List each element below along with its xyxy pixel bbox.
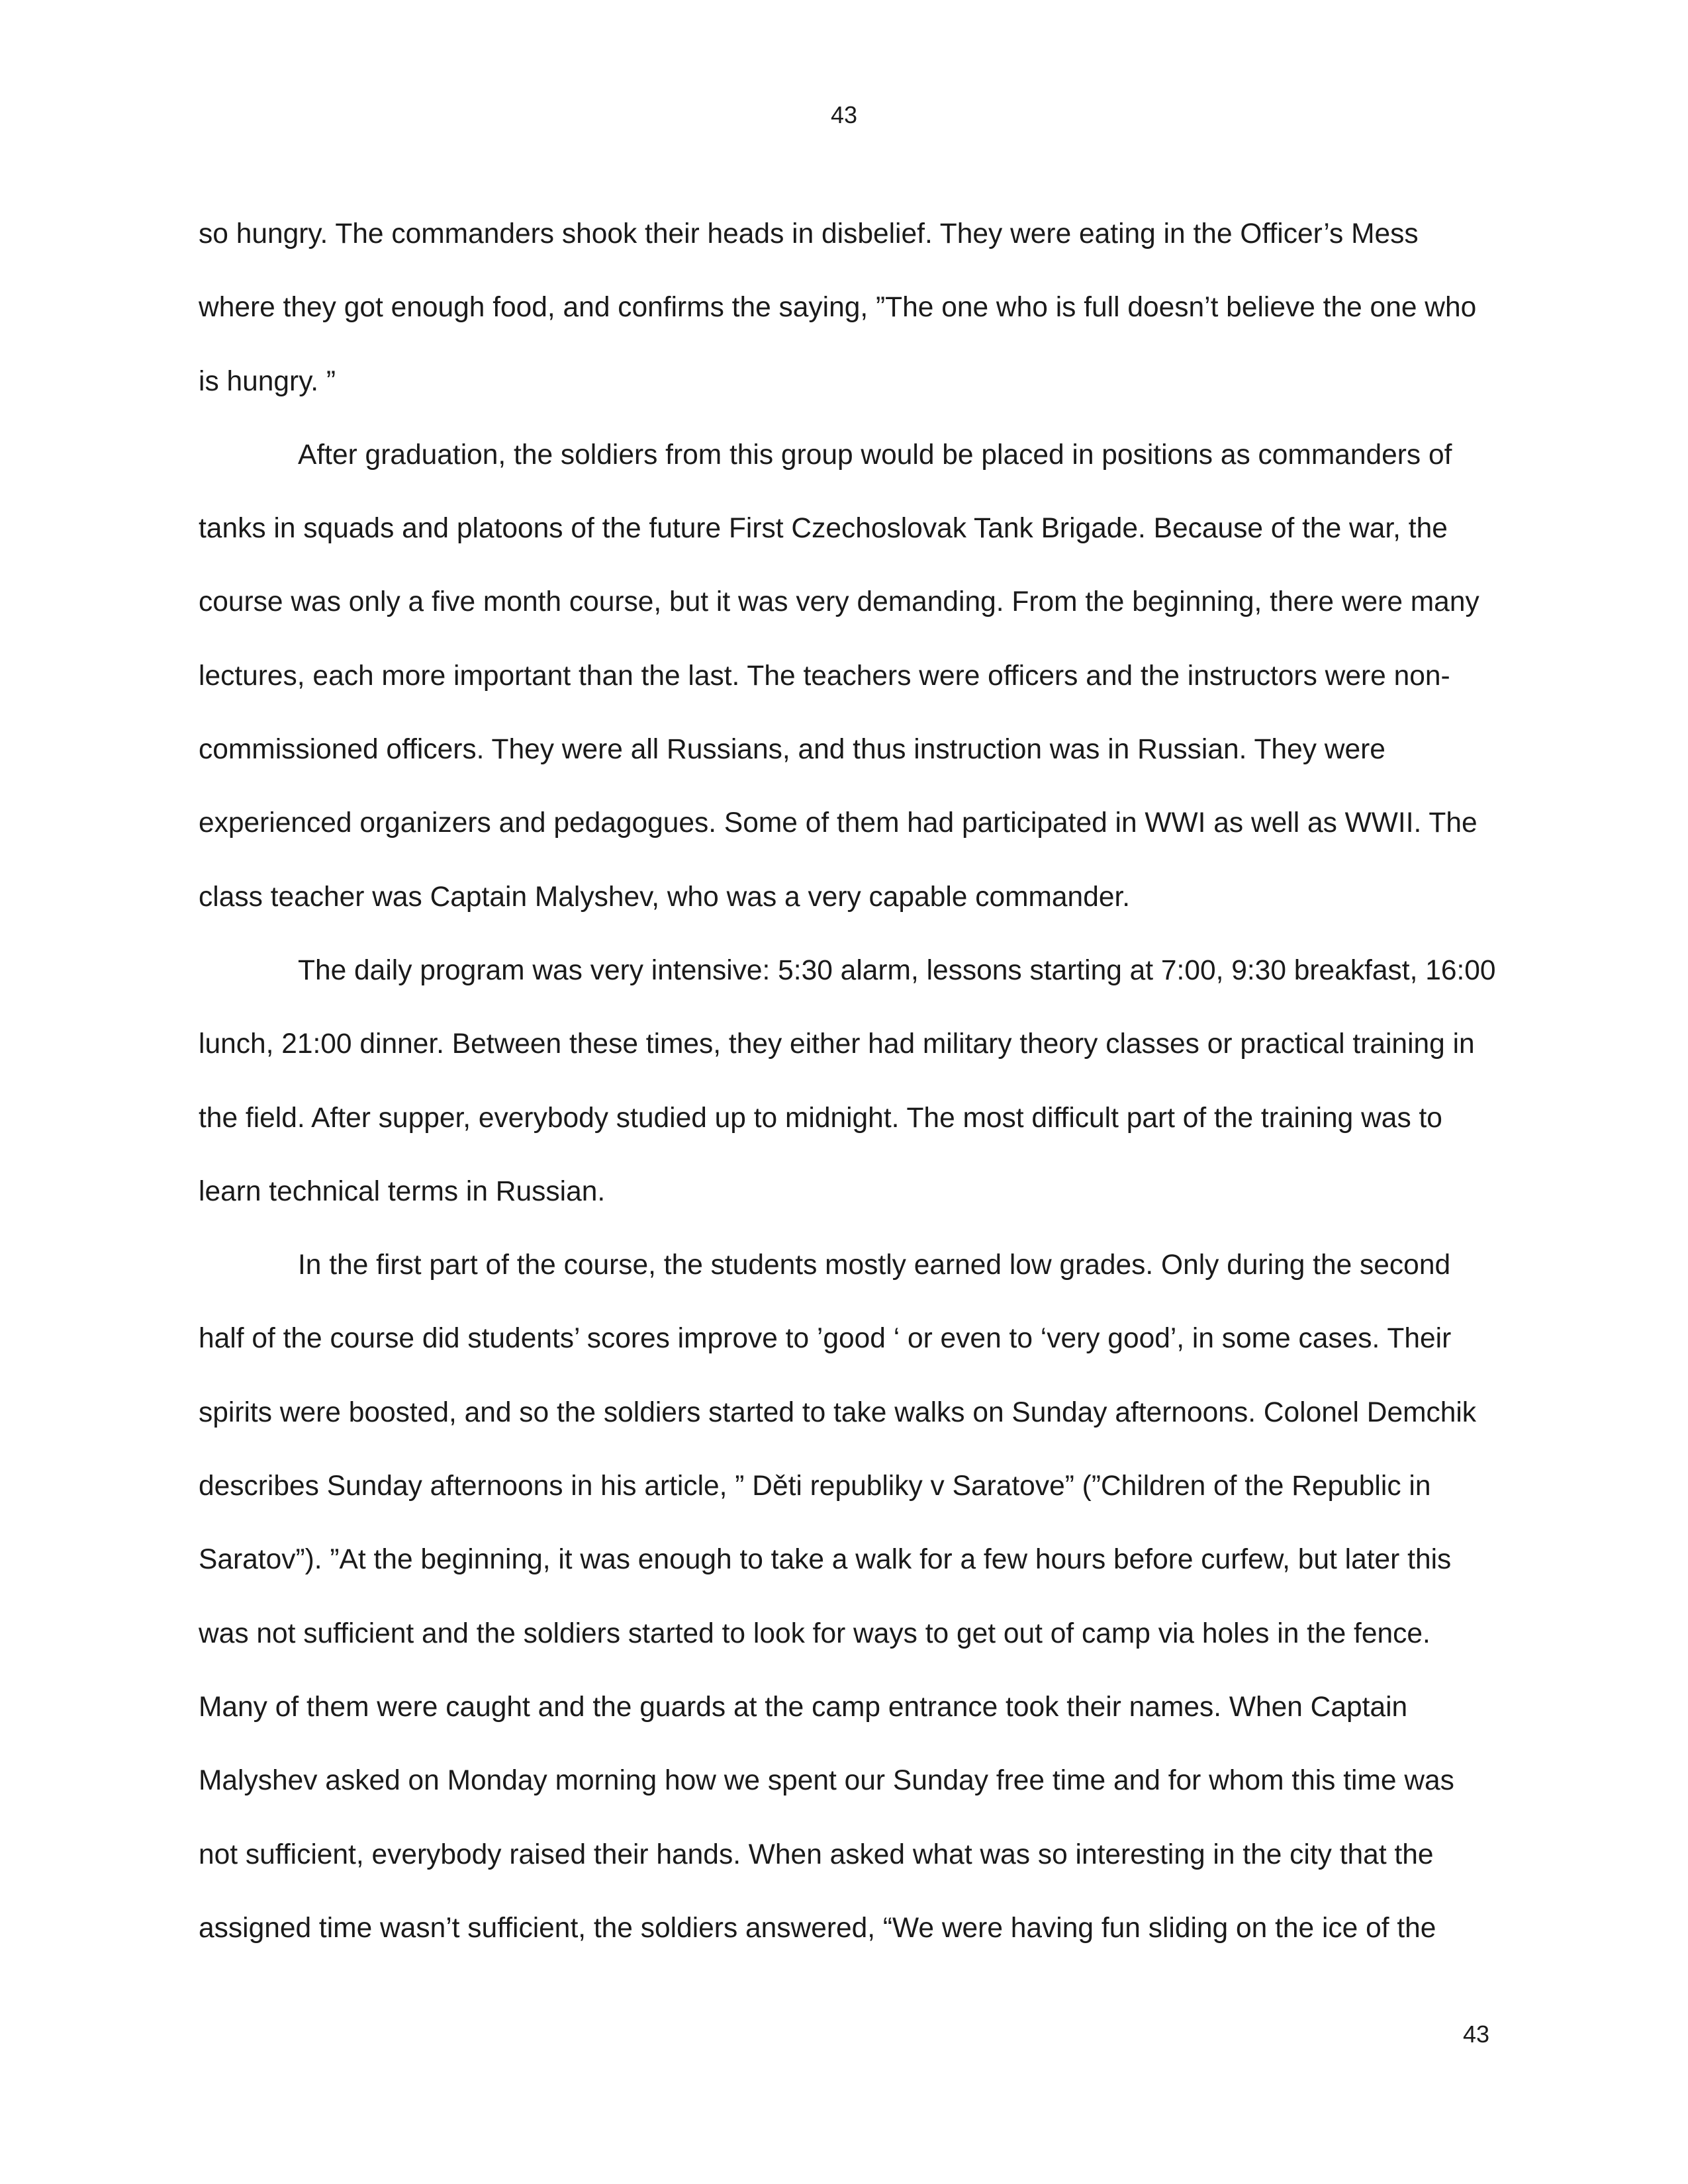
paragraph-course-grades: In the first part of the course, the students mostly earned low grades. Only during the second half of the course did students’ scores improve to ’good ‘ or even to ‘very good’, in some cases. Their spirits were boosted, and so the soldiers started to take walks on Sunday afternoons. Colonel Demchik describes Sunday afternoons in his article, ” Děti republiky v Saratove” (”Children of the Republic in Saratov”). ”At the beginning, it was enough to take a walk for a few hours before curfew, but later this was not sufficient and the soldiers started to look for ways to get out of camp via holes in the fence. Many of them were caught and the guards at the camp entrance took their names. When Captain Malyshev asked on Monday morning how we spent our Sunday free time and for whom this time was not sufficient, everybody raised their hands. When asked what was so interesting in the city that the assigned time wasn’t sufficient, the soldiers answered, “We were having fun sliding on the ice of the [199,1250,1477,1944]
page-number-bottom: 43 [1462,2021,1489,2048]
paragraph-daily-program: The daily program was very intensive: 5:30 alarm, lessons starting at 7:00, 9:30 breakfast, 16:00 lunch, 21:00 dinner. Between these times, they either had military theory classes or practical training in the field. After supper, everybody studied up to midnight. The most difficult part of the training was to learn technical terms in Russian. [199,954,1496,1207]
body-text [199,197,1496,1965]
paragraph-continued: so hungry. The commanders shook their heads in disbelief. They were eating in the Officer’s Mess where they got enough food, and confirms the saying, ”The one who is full doesn’t believe the one who is hungry. ” [199,218,1477,397]
paragraph-graduation: After graduation, the soldiers from this group would be placed in positions as commanders of tanks in squads and platoons of the future First Czechoslovak Tank Brigade. Because of the war, the course was only a five month course, but it was very demanding. From the beginning, there were many lectures, each more important than the last. The teachers were officers and the instructors were non-commissioned officers. They were all Russians, and thus instruction was in Russian. They were experienced organizers and pedagogues. Some of them had participated in WWI as well as WWII. The class teacher was Captain Malyshev, who was a very capable commander. [199,439,1479,913]
page-number-top: 43 [830,101,858,128]
